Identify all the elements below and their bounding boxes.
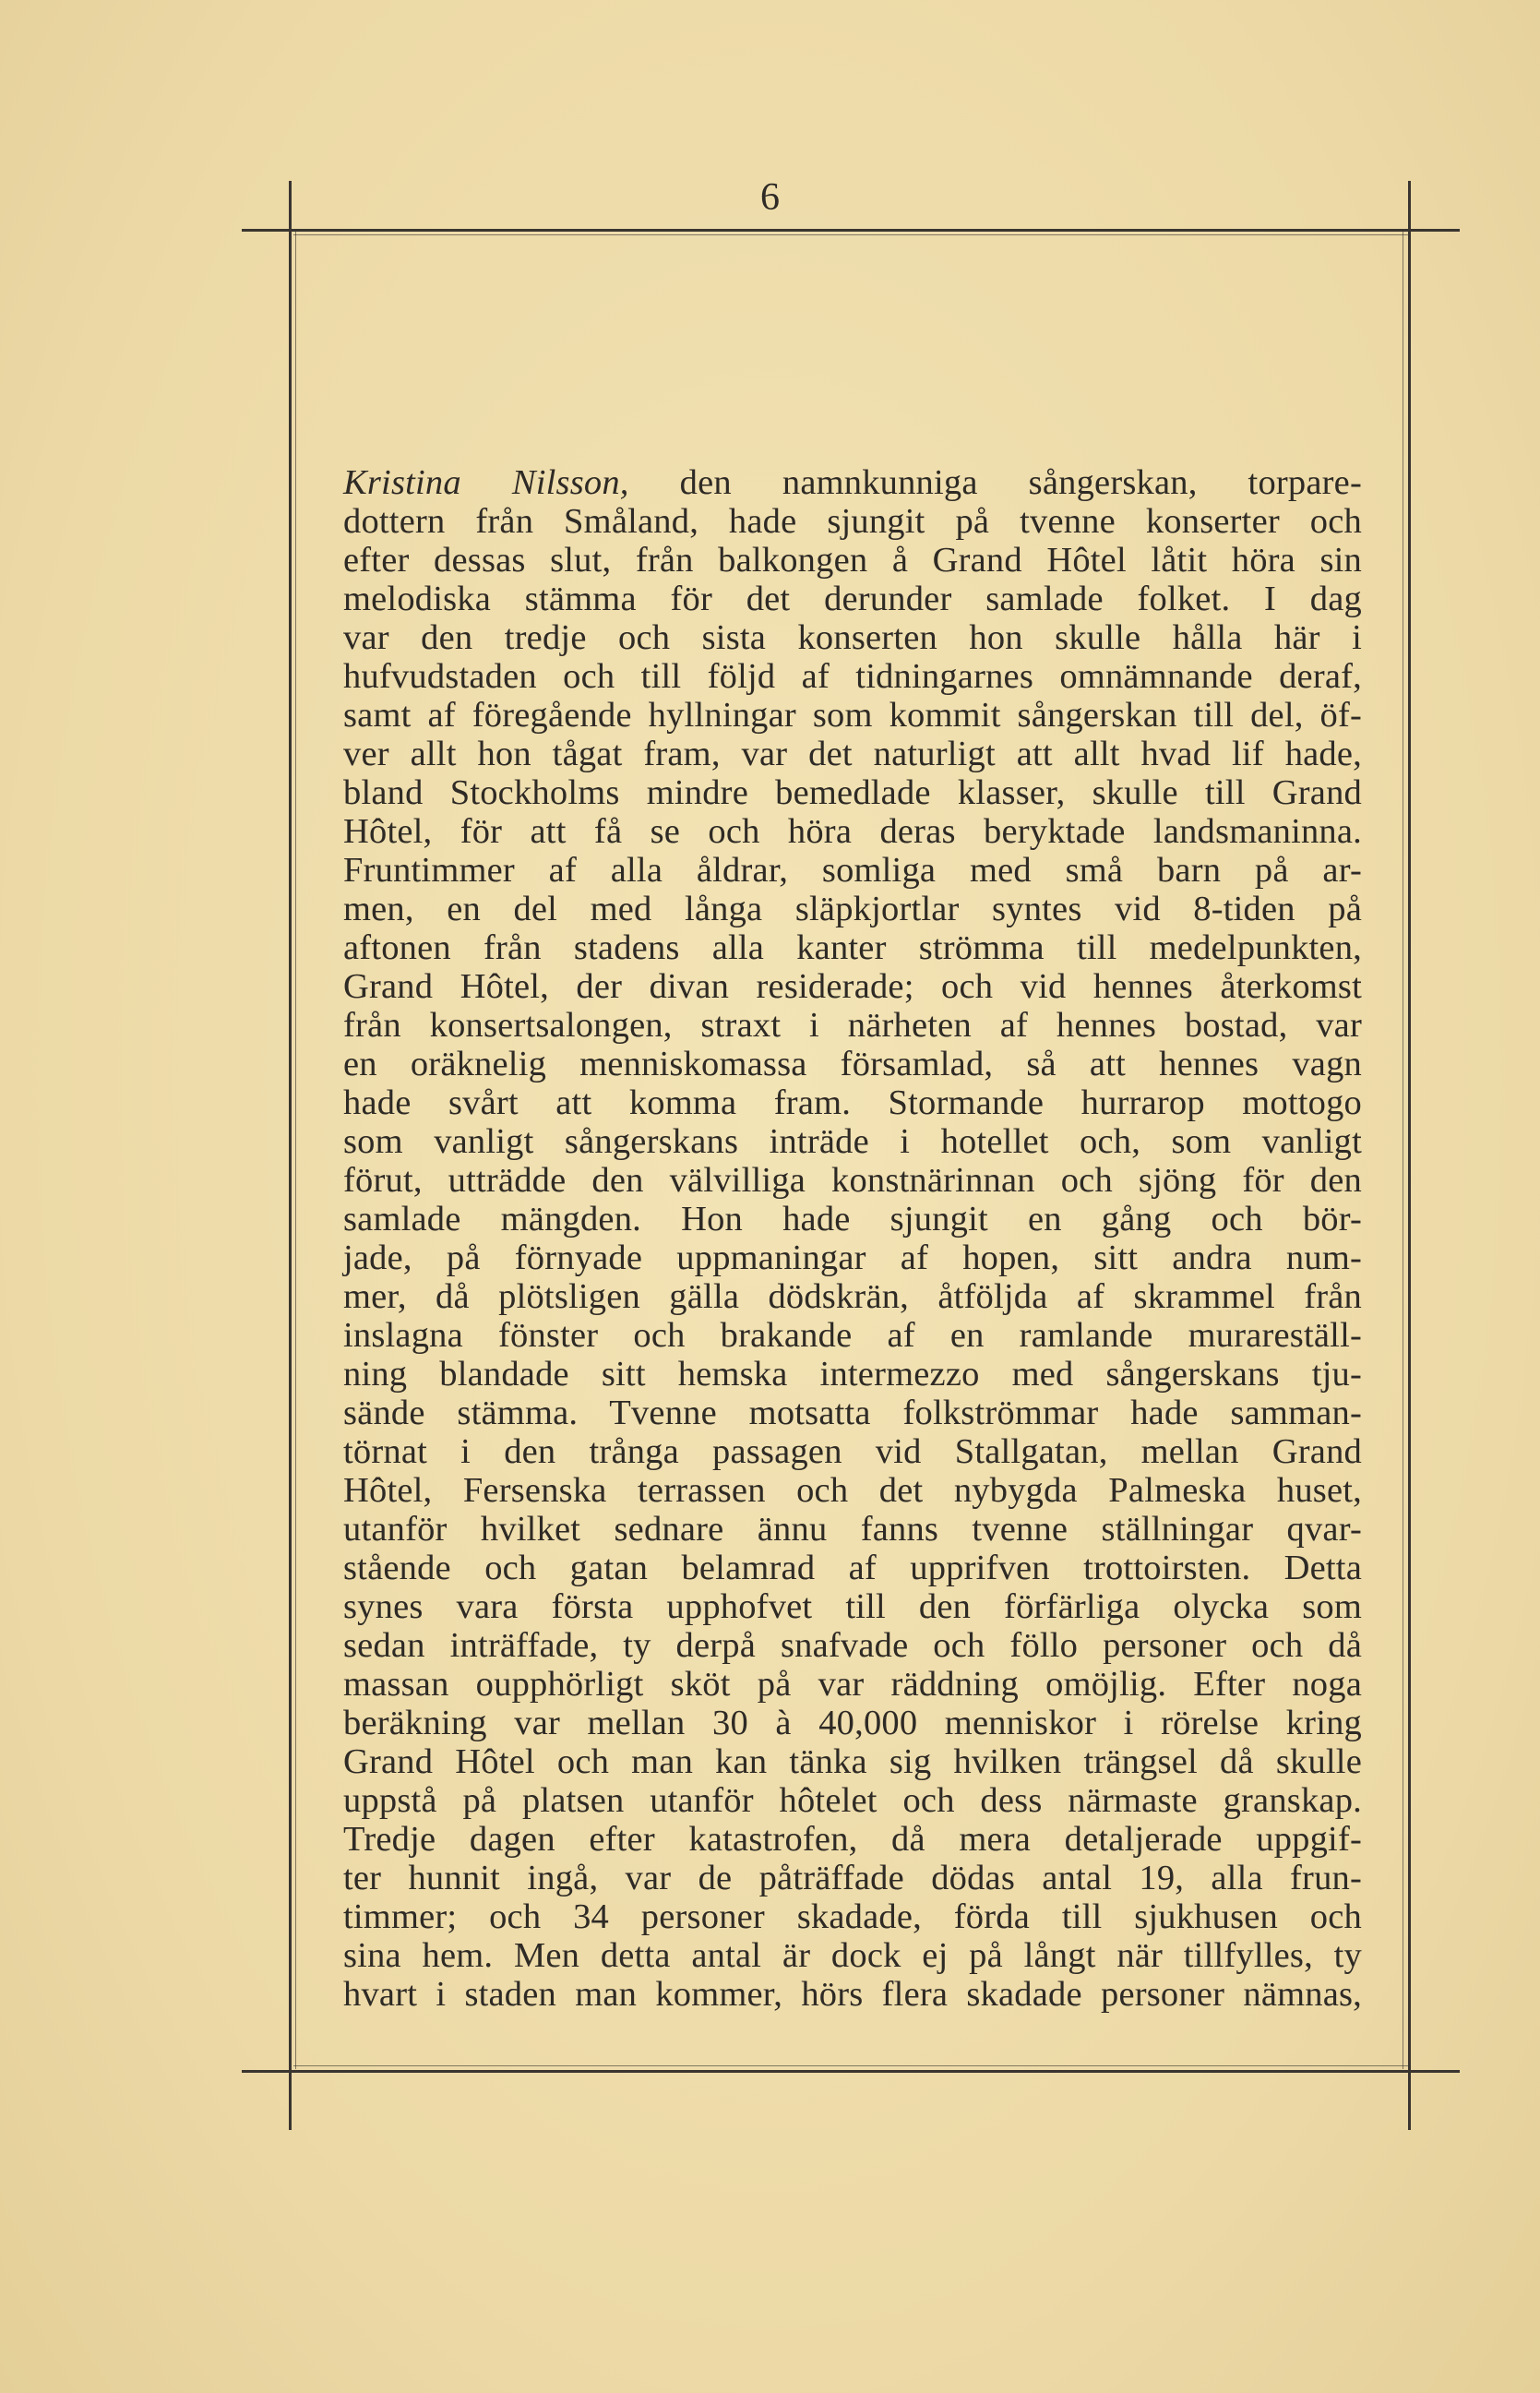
text-line: efter dessas slut, från balkongen å Grand Hôtel låtit höra sin	[343, 541, 1362, 580]
text-line: förut, utträdde den välvilliga konstnärinnan och sjöng för den	[343, 1161, 1362, 1200]
text-line: hade svårt att komma fram. Stormande hurrarop mottogo	[343, 1083, 1362, 1122]
text-line: som vanligt sångerskans inträde i hotellet och, som vanligt	[343, 1122, 1362, 1161]
right-rule	[1408, 181, 1411, 2130]
text-line: en oräknelig menniskomassa församlad, så att hennes vagn	[343, 1045, 1362, 1083]
text-line: sände stämma. Tvenne motsatta folkströmmar hade samman-	[343, 1394, 1362, 1432]
text-line: synes vara första upphofvet till den förfärliga olycka som	[343, 1587, 1362, 1626]
text-line: sedan inträffade, ty derpå snafvade och föllo personer och då	[343, 1626, 1362, 1665]
text-line: Fruntimmer af alla åldrar, somliga med små barn på ar-	[343, 851, 1362, 890]
text-line: törnat i den trånga passagen vid Stallgatan, mellan Grand	[343, 1432, 1362, 1471]
text-line: samt af föregående hyllningar som kommit sångerskan till del, öf-	[343, 696, 1362, 735]
text-line: men, en del med långa släpkjortlar syntes vid 8-tiden på	[343, 890, 1362, 928]
top-rule-inner	[293, 234, 1408, 235]
person-name: Kristina Nilsson,	[343, 463, 629, 502]
text-line: stående och gatan belamrad af upprifven trottoirsten. Detta	[343, 1549, 1362, 1587]
text-line: var den tredje och sista konserten hon skulle hålla här i	[343, 618, 1362, 657]
text-line: Grand Hôtel, der divan residerade; och vid hennes återkomst	[343, 967, 1362, 1006]
text-line: sina hem. Men detta antal är dock ej på långt när tillfylles, ty	[343, 1936, 1362, 1975]
text-line: från konsertsalongen, straxt i närheten af hennes bostad, var	[343, 1006, 1362, 1045]
top-rule	[242, 229, 1460, 232]
text-line: Kristina Nilsson, den namnkunniga sångerskan, torpare-	[343, 463, 1362, 502]
text-line: utanför hvilket sednare ännu fanns tvenne ställningar qvar-	[343, 1510, 1362, 1549]
text-line: massan oupphörligt sköt på var räddning omöjlig. Efter noga	[343, 1665, 1362, 1704]
left-rule-inner	[295, 231, 296, 2069]
text-line: ver allt hon tågat fram, var det naturligt att allt hvad lif hade,	[343, 735, 1362, 773]
text-line: hufvudstaden och till följd af tidningarnes omnämnande deraf,	[343, 657, 1362, 696]
text-line: mer, då plötsligen gälla dödskrän, åtföljda af skrammel från	[343, 1277, 1362, 1316]
text-line: Tredje dagen efter katastrofen, då mera detaljerade uppgif-	[343, 1820, 1362, 1859]
text-line: Hôtel, Fersenska terrassen och det nybygda Palmeska huset,	[343, 1471, 1362, 1510]
text-line: melodiska stämma för det derunder samlade folket. I dag	[343, 580, 1362, 618]
left-rule	[289, 181, 292, 2130]
bottom-rule-inner	[293, 2065, 1408, 2066]
text-line: Grand Hôtel och man kan tänka sig hvilken trängsel då skulle	[343, 1742, 1362, 1781]
text-line: dottern från Småland, hade sjungit på tvenne konserter och	[343, 502, 1362, 541]
text-line: samlade mängden. Hon hade sjungit en gång och bör-	[343, 1200, 1362, 1238]
text-line: timmer; och 34 personer skadade, förda till sjukhusen och	[343, 1897, 1362, 1936]
bottom-rule	[242, 2070, 1460, 2073]
text-line: bland Stockholms mindre bemedlade klasser, skulle till Grand	[343, 773, 1362, 812]
text-line: ning blandade sitt hemska intermezzo med sångerskans tju-	[343, 1355, 1362, 1394]
text-line: aftonen från stadens alla kanter strömma till medelpunkten,	[343, 928, 1362, 967]
page-number: 6	[760, 176, 780, 219]
text-line: uppstå på platsen utanför hôtelet och dess närmaste granskap.	[343, 1781, 1362, 1820]
body-text	[343, 463, 1362, 2014]
text-line: Hôtel, för att få se och höra deras beryktade landsmaninna.	[343, 812, 1362, 851]
text-line: inslagna fönster och brakande af en ramlande murareställ-	[343, 1316, 1362, 1355]
text-line: beräkning var mellan 30 à 40,000 menniskor i rörelse kring	[343, 1704, 1362, 1742]
text-line: jade, på förnyade uppmaningar af hopen, sitt andra num-	[343, 1238, 1362, 1277]
text-line: hvart i staden man kommer, hörs flera skadade personer nämnas,	[343, 1975, 1362, 2014]
text-line: ter hunnit ingå, var de påträffade dödas antal 19, alla frun-	[343, 1859, 1362, 1897]
